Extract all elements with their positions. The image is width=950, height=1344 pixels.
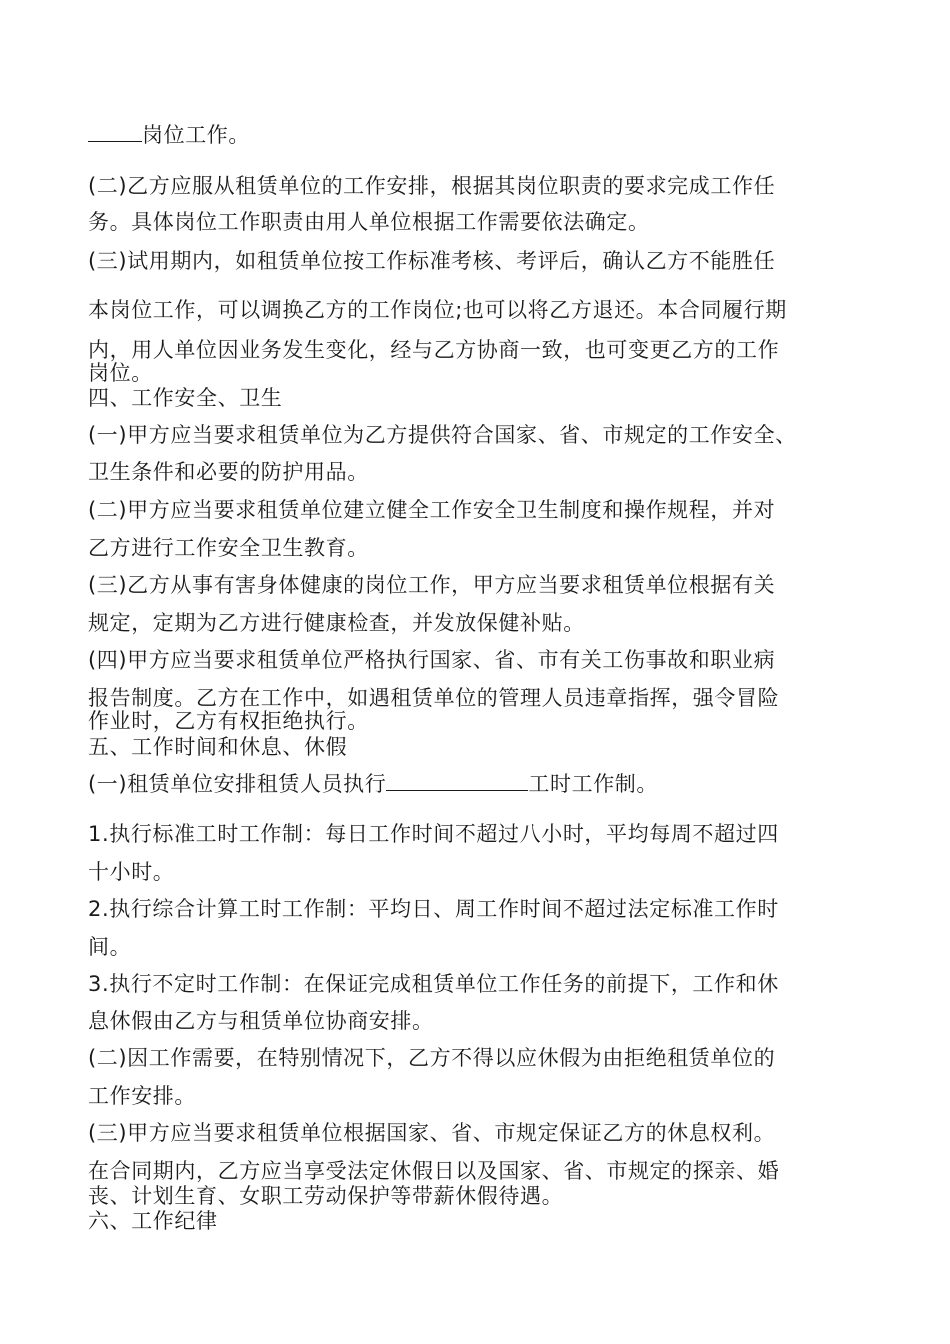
section-heading: 六、工作纪律 xyxy=(88,1209,218,1233)
text-line: 内，用人单位因业务发生变化，经与乙方协商一致，也可变更乙方的工作 xyxy=(88,338,780,362)
text-line: (三)甲方应当要求租赁单位根据国家、省、市规定保证乙方的休息权利。 xyxy=(88,1121,776,1145)
text-line: 间。 xyxy=(88,935,132,959)
section-heading: 四、工作安全、卫生 xyxy=(88,386,283,410)
text-line: 丧、计划生育、女职工劳动保护等带薪休假待遇。 xyxy=(88,1184,564,1208)
fill-blank xyxy=(88,121,142,142)
text-line: 十小时。 xyxy=(88,860,175,884)
text-line: (一)甲方应当要求租赁单位为乙方提供符合国家、省、市规定的工作安全、 xyxy=(88,423,797,447)
text-line: (三)试用期内，如租赁单位按工作标准考核、考评后，确认乙方不能胜任 xyxy=(88,249,776,273)
text-line: 工作安排。 xyxy=(88,1084,196,1108)
text-line: (三)乙方从事有害身体健康的岗位工作，甲方应当要求租赁单位根据有关 xyxy=(88,573,776,597)
text-line: (二)因工作需要，在特别情况下，乙方不得以应休假为由拒绝租赁单位的 xyxy=(88,1046,776,1070)
text-line: (四)甲方应当要求租赁单位严格执行国家、省、市有关工伤事故和职业病 xyxy=(88,648,776,672)
text-line: 报告制度。乙方在工作中，如遇租赁单位的管理人员违章指挥，强令冒险 xyxy=(88,686,780,710)
text-line: 岗位工作。 xyxy=(88,121,250,148)
text-line: 本岗位工作，可以调换乙方的工作岗位;也可以将乙方退还。本合同履行期 xyxy=(88,298,787,322)
text-line: 务。具体岗位工作职责由用人单位根据工作需要依法确定。 xyxy=(88,210,650,234)
text-line: (二)甲方应当要求租赁单位建立健全工作安全卫生制度和操作规程，并对 xyxy=(88,498,776,522)
text-line: (二)乙方应服从租赁单位的工作安排，根据其岗位职责的要求完成工作任 xyxy=(88,174,776,198)
text-line: (一)租赁单位安排租赁人员执行 工时工作制。 xyxy=(88,772,658,796)
text-line: 1.执行标准工时工作制：每日工作时间不超过八小时，平均每周不超过四 xyxy=(88,822,779,846)
fill-blank xyxy=(386,770,528,791)
text-line: 规定，定期为乙方进行健康检查，并发放保健补贴。 xyxy=(88,611,585,635)
text-line: 作业时，乙方有权拒绝执行。 xyxy=(88,709,369,733)
section-heading: 五、工作时间和休息、休假 xyxy=(88,735,348,759)
text-line: 卫生条件和必要的防护用品。 xyxy=(88,460,369,484)
text-line: 岗位。 xyxy=(88,361,153,385)
text-line: 2.执行综合计算工时工作制：平均日、周工作时间不超过法定标准工作时 xyxy=(88,897,779,921)
text-line: 息休假由乙方与租赁单位协商安排。 xyxy=(88,1009,434,1033)
text-line: 乙方进行工作安全卫生教育。 xyxy=(88,536,369,560)
text-line: 在合同期内，乙方应当享受法定休假日以及国家、省、市规定的探亲、婚 xyxy=(88,1159,780,1183)
text-line: 3.执行不定时工作制：在保证完成租赁单位工作任务的前提下，工作和休 xyxy=(88,972,779,996)
